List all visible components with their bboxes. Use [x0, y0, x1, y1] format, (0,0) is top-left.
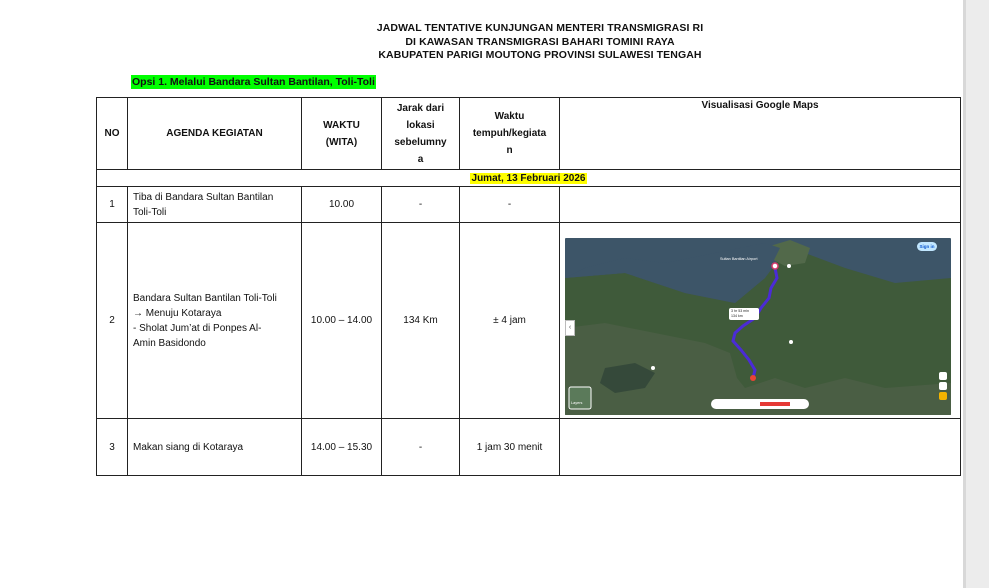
map-zoom-out — [939, 382, 947, 390]
row-2-agenda-line1: Bandara Sultan Bantilan Toli-Toli — [133, 292, 277, 304]
row-2-agenda-line2: → Menuju Kotaraya — [133, 307, 222, 319]
row-2-waktu: 10.00 – 14.00 — [302, 223, 382, 419]
table-row — [97, 419, 961, 476]
col-header-visual: Visualisasi Google Maps — [560, 98, 961, 170]
date-label: Jumat, 13 Februari 2026 — [471, 172, 586, 184]
google-maps-screenshot[interactable] — [565, 238, 951, 415]
col-header-tempuh — [460, 98, 560, 170]
col-header-no: NO — [97, 98, 128, 170]
row-3-no: 3 — [97, 419, 128, 476]
row-1-agenda-line1: Tiba di Bandara Sultan Bantilan — [133, 191, 274, 203]
table-header-row — [97, 98, 961, 170]
col-header-agenda: AGENDA KEGIATAN — [128, 98, 302, 170]
row-1-visual — [560, 187, 961, 223]
map-collapse-chevron-icon[interactable]: ‹ — [565, 320, 575, 336]
map-layers-thumb — [569, 387, 591, 409]
map-layers-label[interactable]: Layers — [571, 401, 583, 405]
map-pegman-icon — [939, 392, 947, 400]
row-3-tempuh: 1 jam 30 menit — [460, 419, 560, 476]
row-1-jarak: - — [382, 187, 460, 223]
map-route-card — [729, 308, 759, 320]
schedule-table — [96, 97, 961, 476]
row-1-tempuh: - — [460, 187, 560, 223]
col-header-waktu-line2: (WITA) — [325, 136, 358, 148]
row-1-agenda — [128, 187, 302, 223]
row-3-jarak: - — [382, 419, 460, 476]
document-header — [300, 22, 780, 63]
row-2-visual — [560, 223, 961, 419]
row-1-waktu: 10.00 — [302, 187, 382, 223]
row-2-agenda-line4: Amin Basidondo — [133, 337, 206, 349]
header-line-2: DI KAWASAN TRANSMIGRASI BAHARI TOMINI RAYA — [405, 35, 675, 48]
col-header-waktu-line1: WAKTU — [323, 119, 360, 131]
row-2-agenda-line3: - Sholat Jum’at di Ponpes Al- — [133, 322, 262, 334]
map-destination-marker — [750, 375, 756, 381]
map-route-duration: 3 hr 53 min — [731, 309, 749, 313]
map-origin-label: Sultan Bantilan Airport — [720, 257, 758, 261]
col-header-tempuh-line2: tempuh/kegiata — [472, 128, 547, 139]
table-row — [97, 187, 961, 223]
date-row — [97, 170, 961, 187]
map-origin-marker — [772, 263, 778, 269]
row-3-visual — [560, 419, 961, 476]
col-header-jarak — [382, 98, 460, 170]
map-route-distance: 134 km — [731, 314, 743, 318]
col-header-jarak-line2: lokasi — [406, 119, 435, 131]
viewer-scrollbar-track[interactable] — [966, 0, 989, 588]
table-row — [97, 223, 961, 419]
col-header-jarak-line3: sebelumny — [394, 136, 447, 148]
option-title: Opsi 1. Melalui Bandara Sultan Bantilan, Toli-Toli — [132, 76, 375, 88]
row-3-agenda: Makan siang di Kotaraya — [128, 419, 302, 476]
header-line-1: JADWAL TENTATIVE KUNJUNGAN MENTERI TRANSMIGRASI RI — [376, 22, 704, 34]
map-signin-button[interactable]: Sign in — [917, 242, 937, 251]
col-header-waktu — [302, 98, 382, 170]
row-2-tempuh: ± 4 jam — [460, 223, 560, 419]
row-3-waktu: 14.00 – 15.30 — [302, 419, 382, 476]
header-line-3: KABUPATEN PARIGI MOUTONG PROVINSI SULAWESI TENGAH — [378, 49, 702, 61]
map-poi-marker — [787, 264, 791, 268]
row-2-no: 2 — [97, 223, 128, 419]
map-poi-marker — [651, 366, 655, 370]
col-header-tempuh-line1: Waktu — [494, 111, 525, 122]
row-1-no: 1 — [97, 187, 128, 223]
col-header-tempuh-line3: n — [506, 145, 513, 156]
col-header-jarak-line4: a — [417, 153, 424, 165]
row-2-agenda — [128, 223, 302, 419]
map-canvas — [565, 238, 951, 415]
map-poi-marker — [789, 340, 793, 344]
map-zoom-in — [939, 372, 947, 380]
date-cell — [97, 170, 961, 187]
col-header-jarak-line1: Jarak dari — [396, 102, 445, 114]
row-1-agenda-line2: Toli-Toli — [133, 206, 167, 218]
row-2-jarak: 134 Km — [382, 223, 460, 419]
map-traffic-bar — [760, 402, 790, 406]
